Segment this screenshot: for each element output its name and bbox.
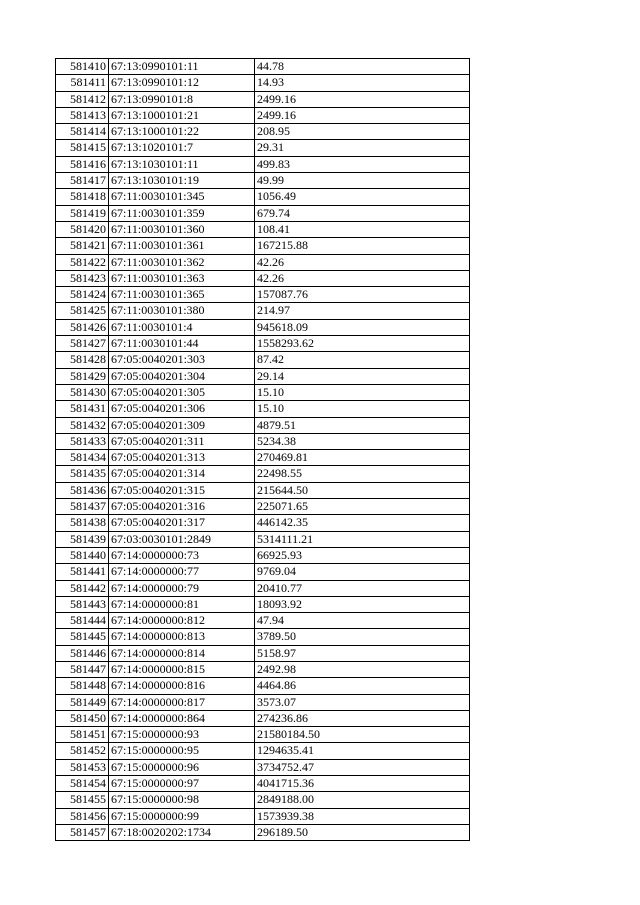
cadastral-number-cell: 67:14:0000000:815 xyxy=(109,661,255,677)
row-number-cell: 581438 xyxy=(56,515,109,531)
cadastral-number-cell: 67:15:0000000:98 xyxy=(109,792,255,808)
row-number-cell: 581423 xyxy=(56,270,109,286)
row-number-cell: 581436 xyxy=(56,482,109,498)
table-row xyxy=(56,417,470,433)
table-row xyxy=(56,140,470,156)
row-number-cell: 581437 xyxy=(56,499,109,515)
value-cell: 296189.50 xyxy=(255,824,470,840)
cadastral-number-cell: 67:14:0000000:864 xyxy=(109,710,255,726)
cadastral-number-cell: 67:11:0030101:44 xyxy=(109,336,255,352)
table-row xyxy=(56,629,470,645)
row-number-cell: 581420 xyxy=(56,221,109,237)
value-cell: 274236.86 xyxy=(255,710,470,726)
row-number-cell: 581434 xyxy=(56,450,109,466)
table-row xyxy=(56,59,470,75)
value-cell: 29.31 xyxy=(255,140,470,156)
value-cell: 167215.88 xyxy=(255,238,470,254)
row-number-cell: 581421 xyxy=(56,238,109,254)
row-number-cell: 581418 xyxy=(56,189,109,205)
row-number-cell: 581455 xyxy=(56,792,109,808)
value-cell: 446142.35 xyxy=(255,515,470,531)
table-row xyxy=(56,173,470,189)
value-cell: 42.26 xyxy=(255,254,470,270)
value-cell: 5234.38 xyxy=(255,433,470,449)
row-number-cell: 581429 xyxy=(56,368,109,384)
value-cell: 42.26 xyxy=(255,270,470,286)
cadastral-number-cell: 67:11:0030101:363 xyxy=(109,270,255,286)
cadastral-number-cell: 67:14:0000000:816 xyxy=(109,678,255,694)
value-cell: 66925.93 xyxy=(255,547,470,563)
cadastral-number-cell: 67:11:0030101:345 xyxy=(109,189,255,205)
row-number-cell: 581417 xyxy=(56,173,109,189)
value-cell: 18093.92 xyxy=(255,596,470,612)
table-row xyxy=(56,221,470,237)
cadastral-number-cell: 67:14:0000000:812 xyxy=(109,613,255,629)
value-cell: 4879.51 xyxy=(255,417,470,433)
cadastral-number-cell: 67:15:0000000:95 xyxy=(109,743,255,759)
row-number-cell: 581443 xyxy=(56,596,109,612)
table-row xyxy=(56,238,470,254)
value-cell: 3573.07 xyxy=(255,694,470,710)
value-cell: 2499.16 xyxy=(255,91,470,107)
cadastral-number-cell: 67:13:0990101:12 xyxy=(109,75,255,91)
cadastral-number-cell: 67:11:0030101:380 xyxy=(109,303,255,319)
table-row xyxy=(56,482,470,498)
value-cell: 2499.16 xyxy=(255,107,470,123)
value-cell: 108.41 xyxy=(255,221,470,237)
cadastral-number-cell: 67:13:0990101:8 xyxy=(109,91,255,107)
table-row xyxy=(56,694,470,710)
row-number-cell: 581425 xyxy=(56,303,109,319)
row-number-cell: 581411 xyxy=(56,75,109,91)
value-cell: 157087.76 xyxy=(255,287,470,303)
cadastral-number-cell: 67:05:0040201:306 xyxy=(109,401,255,417)
cadastral-number-cell: 67:05:0040201:313 xyxy=(109,450,255,466)
table-row xyxy=(56,303,470,319)
row-number-cell: 581445 xyxy=(56,629,109,645)
row-number-cell: 581433 xyxy=(56,433,109,449)
value-cell: 208.95 xyxy=(255,124,470,140)
table-row xyxy=(56,384,470,400)
cadastral-number-cell: 67:05:0040201:315 xyxy=(109,482,255,498)
cadastral-value-table xyxy=(55,58,470,841)
table-row xyxy=(56,580,470,596)
cadastral-number-cell: 67:13:1030101:11 xyxy=(109,156,255,172)
row-number-cell: 581422 xyxy=(56,254,109,270)
table-row xyxy=(56,547,470,563)
row-number-cell: 581444 xyxy=(56,613,109,629)
value-cell: 29.14 xyxy=(255,368,470,384)
value-cell: 20410.77 xyxy=(255,580,470,596)
table-row xyxy=(56,531,470,547)
cadastral-number-cell: 67:15:0000000:99 xyxy=(109,808,255,824)
table-row xyxy=(56,91,470,107)
table-row xyxy=(56,645,470,661)
table-row xyxy=(56,124,470,140)
cadastral-number-cell: 67:11:0030101:365 xyxy=(109,287,255,303)
cadastral-number-cell: 67:11:0030101:360 xyxy=(109,221,255,237)
value-cell: 22498.55 xyxy=(255,466,470,482)
value-cell: 14.93 xyxy=(255,75,470,91)
table-row xyxy=(56,564,470,580)
cadastral-number-cell: 67:13:0990101:11 xyxy=(109,59,255,75)
value-cell: 87.42 xyxy=(255,352,470,368)
row-number-cell: 581440 xyxy=(56,547,109,563)
row-number-cell: 581427 xyxy=(56,336,109,352)
row-number-cell: 581412 xyxy=(56,91,109,107)
cadastral-number-cell: 67:13:1020101:7 xyxy=(109,140,255,156)
row-number-cell: 581446 xyxy=(56,645,109,661)
value-cell: 4464.86 xyxy=(255,678,470,694)
table-row xyxy=(56,499,470,515)
cadastral-number-cell: 67:14:0000000:79 xyxy=(109,580,255,596)
value-cell: 15.10 xyxy=(255,401,470,417)
value-cell: 5314111.21 xyxy=(255,531,470,547)
value-cell: 225071.65 xyxy=(255,499,470,515)
row-number-cell: 581453 xyxy=(56,759,109,775)
row-number-cell: 581415 xyxy=(56,140,109,156)
cadastral-number-cell: 67:14:0000000:817 xyxy=(109,694,255,710)
cadastral-number-cell: 67:15:0000000:97 xyxy=(109,776,255,792)
table-row xyxy=(56,727,470,743)
table-row xyxy=(56,336,470,352)
value-cell: 47.94 xyxy=(255,613,470,629)
cadastral-number-cell: 67:11:0030101:359 xyxy=(109,205,255,221)
cadastral-number-cell: 67:05:0040201:309 xyxy=(109,417,255,433)
table-body xyxy=(56,59,470,841)
value-cell: 1056.49 xyxy=(255,189,470,205)
value-cell: 1294635.41 xyxy=(255,743,470,759)
table-row xyxy=(56,596,470,612)
value-cell: 945618.09 xyxy=(255,319,470,335)
table-row xyxy=(56,368,470,384)
cadastral-number-cell: 67:13:1000101:22 xyxy=(109,124,255,140)
row-number-cell: 581432 xyxy=(56,417,109,433)
cadastral-number-cell: 67:05:0040201:311 xyxy=(109,433,255,449)
cadastral-number-cell: 67:05:0040201:303 xyxy=(109,352,255,368)
row-number-cell: 581424 xyxy=(56,287,109,303)
value-cell: 679.74 xyxy=(255,205,470,221)
value-cell: 44.78 xyxy=(255,59,470,75)
table-row xyxy=(56,792,470,808)
table-row xyxy=(56,824,470,840)
table-row xyxy=(56,319,470,335)
table-row xyxy=(56,776,470,792)
value-cell: 49.99 xyxy=(255,173,470,189)
cadastral-number-cell: 67:11:0030101:361 xyxy=(109,238,255,254)
table-row xyxy=(56,75,470,91)
value-cell: 3734752.47 xyxy=(255,759,470,775)
cadastral-number-cell: 67:14:0000000:77 xyxy=(109,564,255,580)
table-row xyxy=(56,808,470,824)
cadastral-number-cell: 67:14:0000000:813 xyxy=(109,629,255,645)
table-row xyxy=(56,254,470,270)
table-row xyxy=(56,287,470,303)
row-number-cell: 581410 xyxy=(56,59,109,75)
row-number-cell: 581419 xyxy=(56,205,109,221)
row-number-cell: 581431 xyxy=(56,401,109,417)
row-number-cell: 581413 xyxy=(56,107,109,123)
row-number-cell: 581450 xyxy=(56,710,109,726)
row-number-cell: 581426 xyxy=(56,319,109,335)
table-row xyxy=(56,270,470,286)
value-cell: 4041715.36 xyxy=(255,776,470,792)
value-cell: 3789.50 xyxy=(255,629,470,645)
row-number-cell: 581430 xyxy=(56,384,109,400)
cadastral-number-cell: 67:15:0000000:93 xyxy=(109,727,255,743)
row-number-cell: 581439 xyxy=(56,531,109,547)
value-cell: 1573939.38 xyxy=(255,808,470,824)
value-cell: 5158.97 xyxy=(255,645,470,661)
table-row xyxy=(56,433,470,449)
row-number-cell: 581454 xyxy=(56,776,109,792)
cadastral-number-cell: 67:05:0040201:317 xyxy=(109,515,255,531)
value-cell: 270469.81 xyxy=(255,450,470,466)
cadastral-number-cell: 67:14:0000000:81 xyxy=(109,596,255,612)
cadastral-number-cell: 67:05:0040201:316 xyxy=(109,499,255,515)
table-row xyxy=(56,466,470,482)
cadastral-number-cell: 67:18:0020202:1734 xyxy=(109,824,255,840)
cadastral-number-cell: 67:13:1030101:19 xyxy=(109,173,255,189)
value-cell: 215644.50 xyxy=(255,482,470,498)
cadastral-number-cell: 67:14:0000000:814 xyxy=(109,645,255,661)
cadastral-number-cell: 67:14:0000000:73 xyxy=(109,547,255,563)
row-number-cell: 581416 xyxy=(56,156,109,172)
value-cell: 1558293.62 xyxy=(255,336,470,352)
table-row xyxy=(56,107,470,123)
row-number-cell: 581456 xyxy=(56,808,109,824)
value-cell: 499.83 xyxy=(255,156,470,172)
cadastral-number-cell: 67:05:0040201:304 xyxy=(109,368,255,384)
cadastral-number-cell: 67:11:0030101:362 xyxy=(109,254,255,270)
row-number-cell: 581447 xyxy=(56,661,109,677)
table-row xyxy=(56,515,470,531)
table-row xyxy=(56,205,470,221)
row-number-cell: 581441 xyxy=(56,564,109,580)
row-number-cell: 581457 xyxy=(56,824,109,840)
value-cell: 2849188.00 xyxy=(255,792,470,808)
value-cell: 2492.98 xyxy=(255,661,470,677)
value-cell: 15.10 xyxy=(255,384,470,400)
table-row xyxy=(56,678,470,694)
row-number-cell: 581414 xyxy=(56,124,109,140)
table-row xyxy=(56,450,470,466)
cadastral-number-cell: 67:15:0000000:96 xyxy=(109,759,255,775)
cadastral-number-cell: 67:05:0040201:305 xyxy=(109,384,255,400)
row-number-cell: 581451 xyxy=(56,727,109,743)
table-row xyxy=(56,661,470,677)
table-row xyxy=(56,710,470,726)
cadastral-number-cell: 67:05:0040201:314 xyxy=(109,466,255,482)
cadastral-number-cell: 67:03:0030101:2849 xyxy=(109,531,255,547)
cadastral-number-cell: 67:13:1000101:21 xyxy=(109,107,255,123)
cadastral-number-cell: 67:11:0030101:4 xyxy=(109,319,255,335)
table-row xyxy=(56,613,470,629)
table-row xyxy=(56,401,470,417)
value-cell: 21580184.50 xyxy=(255,727,470,743)
row-number-cell: 581428 xyxy=(56,352,109,368)
value-cell: 9769.04 xyxy=(255,564,470,580)
table-row xyxy=(56,352,470,368)
row-number-cell: 581448 xyxy=(56,678,109,694)
table-row xyxy=(56,743,470,759)
table-row xyxy=(56,759,470,775)
value-cell: 214.97 xyxy=(255,303,470,319)
table-row xyxy=(56,189,470,205)
row-number-cell: 581442 xyxy=(56,580,109,596)
row-number-cell: 581435 xyxy=(56,466,109,482)
row-number-cell: 581452 xyxy=(56,743,109,759)
table-row xyxy=(56,156,470,172)
row-number-cell: 581449 xyxy=(56,694,109,710)
